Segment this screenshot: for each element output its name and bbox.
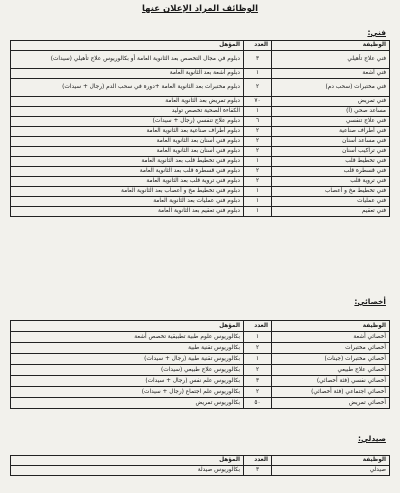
section-heading-specialist: أخصائي: [354,297,386,306]
table-row [11,343,390,354]
table-row [11,157,390,167]
cell-qualification: بكالوريوس علاج طبيعي (سيدات) [11,365,244,376]
cell-title: فني تراكيب أسنان [272,147,390,157]
cell-qualification: دبلوم فني أسنان بعد الثانوية العامة [11,147,244,157]
cell-title: فني علاج تأهيلي [272,51,390,69]
table-row [11,197,390,207]
table-row [11,69,390,79]
cell-qualification: دبلوم مختبرات بعد الثانوية العامة +دورة في سحب الدم (رجال + سيدات) [11,79,244,97]
specialist-table [10,320,390,409]
cell-title: أخصائي اجتماعي (فئة أخصائي) [272,387,390,398]
cell-title: فني تخطيط مخ و أعصاب [272,187,390,197]
column-header-title: الوظيفة [272,456,390,466]
table-row [11,207,390,217]
cell-title: صيدلي [272,466,390,476]
cell-count: ٣ [244,51,272,69]
cell-count: ١ [244,69,272,79]
cell-count: ٥٠ [244,398,272,409]
cell-qualification: الكفاءة الصحية تخصص توليد [11,107,244,117]
table-header-row [11,321,390,332]
cell-count: ٢ [244,343,272,354]
cell-count: ٦ [244,117,272,127]
cell-count: ١ [244,332,272,343]
cell-count: ٧٠ [244,97,272,107]
cell-title: فني مختبرات (سحب دم) [272,79,390,97]
table-row [11,79,390,97]
cell-qualification: دبلوم فني قسطرة قلب بعد الثانوية العامة [11,167,244,177]
column-header-count: العدد [244,41,272,51]
cell-title: فني قسطرة قلب [272,167,390,177]
cell-count: ١ [244,354,272,365]
cell-title: فني علاج تنفسي [272,117,390,127]
cell-title: فني أشعة [272,69,390,79]
cell-title: فني تروية قلب [272,177,390,187]
cell-title: فني تخطيط قلب [272,157,390,167]
column-header-title: الوظيفة [272,321,390,332]
cell-qualification: دبلوم أشعة بعد الثانوية العامة [11,69,244,79]
table-row [11,354,390,365]
cell-count: ١ [244,197,272,207]
cell-title: مساعد صحي (أ) [272,107,390,117]
cell-count: ٢ [244,79,272,97]
table-row [11,332,390,343]
cell-title: فني عمليات [272,197,390,207]
table-row [11,127,390,137]
table-row [11,177,390,187]
cell-qualification: بكالوريوس صيدلة [11,466,244,476]
table-row [11,187,390,197]
cell-count: ١ [244,187,272,197]
cell-title: أخصائي مختبرات [272,343,390,354]
cell-title: فني تعقيم [272,207,390,217]
cell-count: ٢ [244,137,272,147]
column-header-count: العدد [244,321,272,332]
cell-title: فني تمريض [272,97,390,107]
table-row [11,365,390,376]
cell-qualification: بكالوريوس تقنية طبية (رجال + سيدات) [11,354,244,365]
cell-count: ٢ [244,177,272,187]
cell-qualification: دبلوم فني تروية قلب بعد الثانوية العامة [11,177,244,187]
cell-count: ٢ [244,127,272,137]
cell-qualification: بكالوريوس علوم طبية تطبيقية تخصص أشعة [11,332,244,343]
column-header-qualification: المؤهل [11,456,244,466]
section-heading-pharmacist: صيدلي: [357,434,386,443]
cell-count: ٢ [244,147,272,157]
table-row [11,167,390,177]
cell-qualification: بكالوريوس علم نفس (رجال + سيدات) [11,376,244,387]
cell-qualification: بكالوريوس علم اجتماع (رجال + سيدات) [11,387,244,398]
cell-qualification: دبلوم أطراف صناعية بعد الثانوية العامة [11,127,244,137]
table-row [11,97,390,107]
cell-count: ١ [244,207,272,217]
cell-count: ٣ [244,376,272,387]
cell-title: أخصائي نفسي (فئة أخصائي) [272,376,390,387]
cell-qualification: دبلوم فني تخطيط قلب بعد الثانوية العامة [11,157,244,167]
cell-count: ١ [244,107,272,117]
cell-qualification: دبلوم فني عمليات بعد الثانوية العامة [11,197,244,207]
cell-qualification: دبلوم في مجال التخصص بعد الثانوية العامة أو بكالوريوس علاج تأهيلي (سيدات) [11,51,244,69]
table-row [11,376,390,387]
cell-qualification: بكالوريوس تقنية طبية [11,343,244,354]
table-header-row [11,456,390,466]
cell-count: ١ [244,157,272,167]
cell-qualification: دبلوم فني أسنان بعد الثانوية العامة [11,137,244,147]
cell-qualification: دبلوم فني تعقيم بعد الثانوية العامة [11,207,244,217]
table-header-row [11,41,390,51]
document-title: الوظائف المراد الإعلان عنها [141,4,259,14]
cell-title: أخصائي مختبرات (جينات) [272,354,390,365]
table-row [11,51,390,69]
cell-count: ٣ [244,466,272,476]
cell-qualification: دبلوم علاج تنفسي (رجال + سيدات) [11,117,244,127]
table-row [11,466,390,476]
cell-title: أخصائي علاج طبيعي [272,365,390,376]
cell-qualification: دبلوم فني تخطيط مخ و أعصاب بعد الثانوية العامة [11,187,244,197]
cell-count: ٢ [244,365,272,376]
column-header-qualification: المؤهل [11,321,244,332]
table-row [11,147,390,157]
cell-title: فني أطراف صناعية [272,127,390,137]
pharmacist-table [10,455,390,476]
cell-qualification: دبلوم تمريض بعد الثانوية العامة [11,97,244,107]
table-row [11,107,390,117]
table-row [11,387,390,398]
cell-count: ٢ [244,387,272,398]
column-header-qualification: المؤهل [11,41,244,51]
cell-qualification: بكالوريوس تمريض [11,398,244,409]
technician-table [10,40,390,217]
section-heading-technician: فني: [367,28,386,37]
cell-count: ٢ [244,167,272,177]
table-row [11,398,390,409]
table-row [11,137,390,147]
table-row [11,117,390,127]
cell-title: فني مساعد أسنان [272,137,390,147]
column-header-count: العدد [244,456,272,466]
cell-title: أخصائي أشعة [272,332,390,343]
column-header-title: الوظيفة [272,41,390,51]
cell-title: أخصائي تمريض [272,398,390,409]
